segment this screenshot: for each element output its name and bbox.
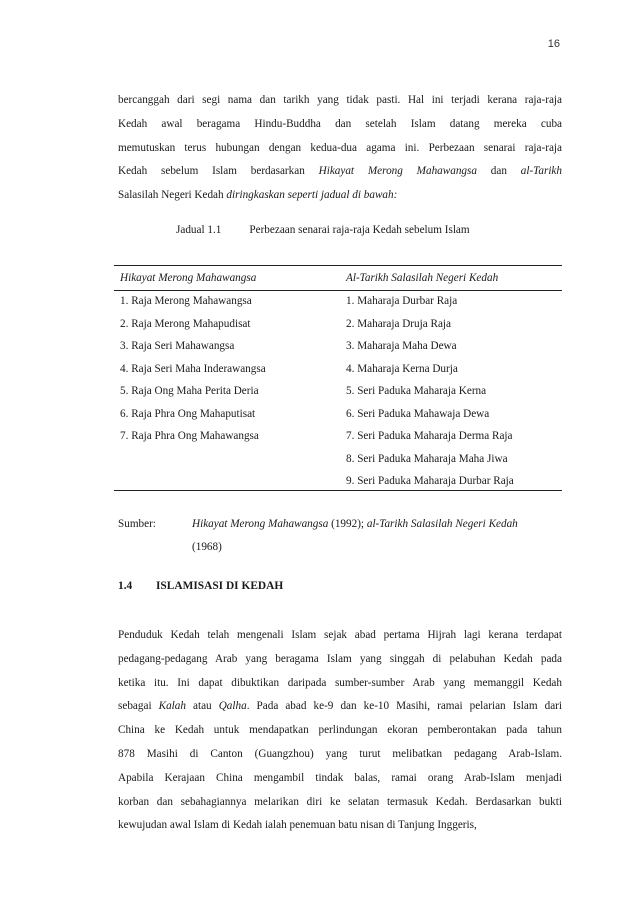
source-citation: Hikayat Merong Mahawangsa (1992); al-Tarikh Salasilah Negeri Kedah	[192, 518, 518, 530]
table-cell: 6. Raja Phra Ong Mahaputisat	[120, 407, 256, 420]
intro-paragraph	[118, 89, 562, 208]
table-header-right: Al-Tarikh Salasilah Negeri Kedah	[346, 272, 499, 284]
table-right-column	[346, 266, 514, 493]
table-cell: 8. Seri Paduka Maharaja Maha Jiwa	[346, 452, 508, 465]
body-line: China ke Kedah untuk mendapatkan perlindungan ekoran pemberontakan pada tahun	[118, 724, 562, 737]
table-cell: 3. Raja Seri Mahawangsa	[120, 340, 235, 352]
table-cell: 7. Raja Phra Ong Mahawangsa	[120, 430, 259, 442]
intro-line: bercanggah dari segi nama dan tarikh yang tidak pasti. Hal ini terjadi kerana raja-raja	[118, 94, 562, 106]
table-cell: 1. Maharaja Durbar Raja	[346, 295, 458, 307]
intro-line: memutuskan terus hubungan dengan kedua-dua agama ini. Perbezaan senarai raja-raja	[118, 141, 562, 154]
table-left-column	[120, 266, 266, 448]
intro-line: Kedah sebelum Islam berdasarkan Hikayat Merong Mahawangsa dan al-Tarikh	[118, 165, 562, 178]
table-label: Jadual 1.1	[176, 224, 222, 236]
table-header-left: Hikayat Merong Mahawangsa	[120, 272, 257, 284]
table-cell: 7. Seri Paduka Maharaja Derma Raja	[346, 430, 513, 442]
section-number: 1.4	[118, 580, 133, 592]
table-cell: 4. Raja Seri Maha Inderawangsa	[120, 362, 266, 375]
section-title: ISLAMISASI DI KEDAH	[156, 580, 284, 592]
table-cell: 9. Seri Paduka Maharaja Durbar Raja	[346, 475, 514, 487]
body-line: Apabila Kerajaan China mengambil tindak balas, ramai orang Arab-Islam menjadi	[118, 771, 562, 784]
page-number: 16	[547, 38, 560, 50]
table-cell: 5. Raja Ong Maha Perita Deria	[120, 385, 259, 397]
table-caption	[176, 224, 470, 236]
source-year: (1968)	[192, 541, 222, 553]
body-line: korban dan sebahagiannya melarikan diri ke selatan termasuk Kedah. Berdasarkan bukti	[118, 795, 562, 808]
body-line: kewujudan awal Islam di Kedah ialah penemuan batu nisan di Tanjung Inggeris,	[118, 819, 477, 832]
intro-line: Salasilah Negeri Kedah diringkaskan seperti jadual di bawah:	[118, 189, 398, 202]
table-cell: 6. Seri Paduka Mahawaja Dewa	[346, 407, 490, 420]
body-paragraph	[118, 624, 562, 838]
table-cell: 4. Maharaja Kerna Durja	[346, 362, 458, 375]
table-cell: 2. Raja Merong Mahapudisat	[120, 317, 251, 330]
table-cell: 3. Maharaja Maha Dewa	[346, 340, 457, 352]
body-line: pedagang-pedagang Arab yang beragama Islam yang singgah di pelabuhan Kedah pada	[118, 652, 562, 665]
body-line: 878 Masihi di Canton (Guangzhou) yang turut melibatkan pedagang Arab-Islam.	[118, 747, 562, 760]
body-line: Penduduk Kedah telah mengenali Islam sejak abad pertama Hijrah lagi kerana terdapat	[118, 629, 562, 641]
table-cell: 1. Raja Merong Mahawangsa	[120, 295, 252, 307]
source-label: Sumber:	[118, 518, 156, 530]
body-line: ketika itu. Ini dapat dibuktikan daripada sumber-sumber Arab yang memanggil Kedah	[118, 676, 562, 689]
table-title: Perbezaan senarai raja-raja Kedah sebelum Islam	[249, 224, 470, 236]
section-heading	[118, 580, 283, 592]
table-cell: 2. Maharaja Druja Raja	[346, 317, 451, 330]
body-line: sebagai Kalah atau Qalha. Pada abad ke-9 dan ke-10 Masihi, ramai pelarian Islam dari	[118, 700, 563, 713]
intro-line: Kedah awal beragama Hindu-Buddha dan setelah Islam datang mereka cuba	[118, 117, 562, 130]
table-cell: 5. Seri Paduka Maharaja Kerna	[346, 385, 487, 397]
